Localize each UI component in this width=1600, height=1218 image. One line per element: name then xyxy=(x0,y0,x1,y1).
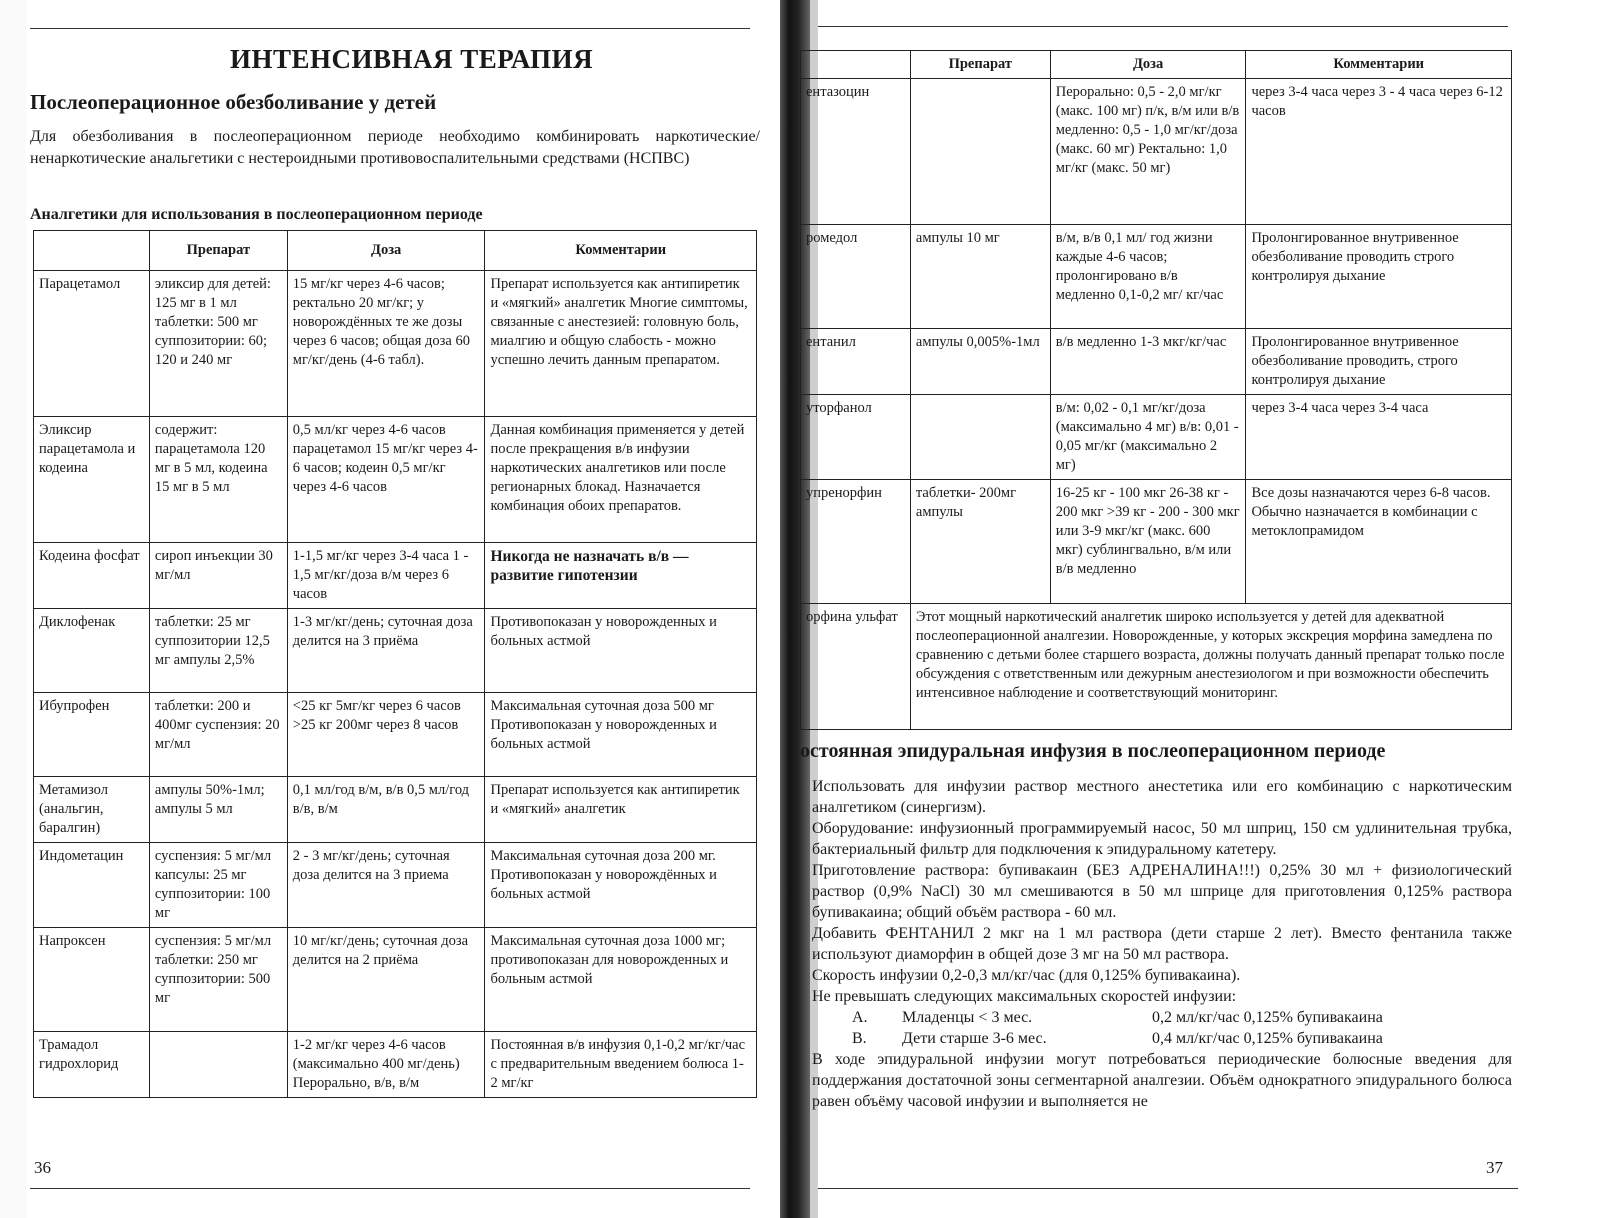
drug-name: Парацетамол xyxy=(34,271,150,417)
header-cell: Препарат xyxy=(910,51,1050,79)
drug-name: Метамизол (анальгин, баралгин) xyxy=(34,777,150,843)
list-group: Дети старше 3-6 мес. xyxy=(902,1030,1047,1047)
drug-comment: Все дозы назначаются через 6-8 часов. Обычно назначается в комбинации с метоклопрамидом xyxy=(1246,480,1512,604)
drug-name: ромедол xyxy=(801,225,911,329)
table-row xyxy=(34,417,757,543)
drug-comment: Препарат используется как антипиретик и «мягкий» аналгетик xyxy=(485,777,757,843)
drug-form: содержит: парацетамола 120 мг в 5 мл, кодеина 15 мг в 5 мл xyxy=(149,417,287,543)
bottom-rule xyxy=(30,1188,750,1189)
table-header-row xyxy=(34,231,757,271)
drug-form xyxy=(149,1032,287,1098)
list-group: Младенцы < 3 мес. xyxy=(902,1009,1033,1026)
page-title: ИНТЕНСИВНАЯ ТЕРАПИЯ xyxy=(230,44,594,74)
epidural-text xyxy=(812,776,1512,1112)
drug-comment: Максимальная суточная доза 500 мг Противопоказан у новорожденных и больных астмой xyxy=(485,693,757,777)
drug-comment: через 3-4 часа через 3-4 часа xyxy=(1246,395,1512,480)
drug-name: Ибупрофен xyxy=(34,693,150,777)
drug-form: ампулы 0,005%-1мл xyxy=(910,329,1050,395)
drug-dose: в/м: 0,02 - 0,1 мг/кг/доза (максимально 4 мг) в/в: 0,01 - 0,05 мг/кг (максимально 2 мг) xyxy=(1050,395,1246,480)
drug-form: эликсир для детей: 125 мг в 1 мл таблетки: 500 мг суппозитории: 60; 120 и 240 мг xyxy=(149,271,287,417)
drug-name: Эликсир парацетамола и кодеина xyxy=(34,417,150,543)
table-row xyxy=(801,79,1512,225)
drug-dose: 2 - 3 мг/кг/день; суточная доза делится на 3 приема xyxy=(287,843,485,928)
paragraph: Приготовление раствора: бупивакаин (БЕЗ АДРЕНАЛИНА!!!) 0,25% 30 мл + физиологический раствор (0,9% NaCl) 30 мл смешиваются в 50 мл шприце для приготовления 0,125% раствора бупивакаина; общий объём раствора - 60 мл. xyxy=(812,862,1512,921)
table-row xyxy=(34,609,757,693)
drug-dose: 1-2 мг/кг через 4-6 часов (максимально 400 мг/день) Перорально, в/в, в/м xyxy=(287,1032,485,1098)
drug-dose: <25 кг 5мг/кг через 6 часов >25 кг 200мг через 8 часов xyxy=(287,693,485,777)
table-row xyxy=(34,543,757,609)
header-cell: Доза xyxy=(1050,51,1246,79)
header-cell: Комментарии xyxy=(485,231,757,271)
table-row xyxy=(801,480,1512,604)
drug-dose: Перорально: 0,5 - 2,0 мг/кг (макс. 100 мг) п/к, в/м или в/в медленно: 0,5 - 1,0 мг/кг/доза (макс. 60 мг) Ректально: 1,0 мг/кг (макс. 50 мг) xyxy=(1050,79,1246,225)
list-item xyxy=(812,1007,1512,1028)
table-row xyxy=(34,777,757,843)
drug-name: Индометацин xyxy=(34,843,150,928)
drug-name: Диклофенак xyxy=(34,609,150,693)
morphine-description: Этот мощный наркотический аналгетик широко используется у детей для адекватной послеоперационной аналгезии. Новорожденные, у которых экскреция морфина замедлена по сравнению с детьми более старшего возраста, должны получать данный препарат только после обсуждения с ответственным или дежурным анестезиологом и при возможности обеспечить интенсивное наблюдение и соответствующий мониторинг. xyxy=(910,604,1511,730)
intro-paragraph: Для обезболивания в послеоперационном периоде необходимо комбинировать наркотические/ненаркотические анальгетики с нестероидными противовоспалительными средствами (НСПВС) xyxy=(30,128,760,167)
drug-name: орфина ульфат xyxy=(801,604,911,730)
drug-form: суспензия: 5 мг/мл капсулы: 25 мг суппозитории: 100 мг xyxy=(149,843,287,928)
list-item xyxy=(812,1028,1512,1049)
header-cell: Препарат xyxy=(149,231,287,271)
drug-form: сироп инъекции 30 мг/мл xyxy=(149,543,287,609)
table-caption: Аналгетики для использования в послеоперационном периоде xyxy=(30,206,483,223)
drug-form xyxy=(910,79,1050,225)
table-row xyxy=(34,928,757,1032)
drug-dose: в/м, в/в 0,1 мл/ год жизни каждые 4-6 часов; пролонгировано в/в медленно 0,1-0,2 мг/ кг/час xyxy=(1050,225,1246,329)
drug-form: ампулы 10 мг xyxy=(910,225,1050,329)
header-cell: Доза xyxy=(287,231,485,271)
drug-form: таблетки- 200мг ампулы xyxy=(910,480,1050,604)
drug-name: уторфанол xyxy=(801,395,911,480)
drug-dose: 15 мг/кг через 4-6 часов; ректально 20 мг/кг; у новорождённых те же дозы через 6 часов; общая доза 60 мг/кг/день (4-6 табл). xyxy=(287,271,485,417)
drug-form xyxy=(910,395,1050,480)
drug-dose: 16-25 кг - 100 мкг 26-38 кг - 200 мкг >39 кг - 200 - 300 мкг или 3-9 мкг/кг (макс. 600 мкг) сублингвально, в/м или в/в медленно xyxy=(1050,480,1246,604)
drug-dose: 0,5 мл/кг через 4-6 часов парацетамол 15 мг/кг через 4-6 часов; кодеин 0,5 мг/кг через 4-6 часов xyxy=(287,417,485,543)
paragraph: Оборудование: инфузионный программируемый насос, 50 мл шприц, 150 см удлинительная трубка, бактериальный фильтр для подключения к эпидуральному катетеру. xyxy=(812,820,1512,858)
drug-comment: Пролонгированное внутривенное обезболивание проводить строго контролируя дыхание xyxy=(1246,225,1512,329)
table-row xyxy=(801,329,1512,395)
drug-comment: Максимальная суточная доза 1000 мг; противопоказан для новорожденных и больным астмой xyxy=(485,928,757,1032)
list-letter: A. xyxy=(852,1009,868,1026)
drug-comment: Данная комбинация применяется у детей после прекращения в/в инфузии наркотических аналгетиков или после регионарных блокад. Назначается комбинация обоих препаратов. xyxy=(485,417,757,543)
bottom-rule xyxy=(818,1188,1518,1189)
left-page xyxy=(0,0,780,1218)
top-rule xyxy=(818,26,1508,27)
list-letter: B. xyxy=(852,1030,867,1047)
drug-name: упренорфин xyxy=(801,480,911,604)
analgesics-table-continued xyxy=(800,50,1512,730)
table-header-row xyxy=(801,51,1512,79)
top-rule xyxy=(30,28,750,29)
drug-name: ентазоцин xyxy=(801,79,911,225)
header-cell: Комментарии xyxy=(1246,51,1512,79)
drug-name: Кодеина фосфат xyxy=(34,543,150,609)
drug-name: Трамадол гидрохлорид xyxy=(34,1032,150,1098)
table-row xyxy=(34,693,757,777)
drug-comment: Постоянная в/в инфузия 0,1-0,2 мг/кг/час с предварительным введением болюса 1-2 мг/кг xyxy=(485,1032,757,1098)
drug-dose: 0,1 мл/год в/м, в/в 0,5 мл/год в/в, в/м xyxy=(287,777,485,843)
drug-dose: 1-3 мг/кг/день; суточная доза делится на 3 приёма xyxy=(287,609,485,693)
table-row xyxy=(34,271,757,417)
drug-dose: 1-1,5 мг/кг через 3-4 часа 1 - 1,5 мг/кг/доза в/м через 6 часов xyxy=(287,543,485,609)
paragraph: Не превышать следующих максимальных скоростей инфузии: xyxy=(812,988,1237,1005)
drug-comment: Пролонгированное внутривенное обезболивание проводить, строго контролируя дыхание xyxy=(1246,329,1512,395)
section-title: остоянная эпидуральная инфузия в послеоперационном периоде xyxy=(800,740,1386,762)
header-cell xyxy=(801,51,911,79)
list-rate: 0,2 мл/кг/час 0,125% бупивакаина xyxy=(1152,1009,1383,1026)
warning-comment: Никогда не назначать в/в — развитие гипотензии xyxy=(485,543,757,609)
list-rate: 0,4 мл/кг/час 0,125% бупивакаина xyxy=(1152,1030,1383,1047)
page-number: 37 xyxy=(1486,1158,1503,1177)
analgesics-table xyxy=(33,230,757,1098)
table-row xyxy=(34,1032,757,1098)
paragraph: Добавить ФЕНТАНИЛ 2 мкг на 1 мл раствора (дети старше 2 лет). Вместо фентанила также используют диаморфин в общей дозе 3 мг на 50 мл раствора. xyxy=(812,925,1512,963)
page-number: 36 xyxy=(34,1158,51,1177)
header-cell xyxy=(34,231,150,271)
table-row xyxy=(801,395,1512,480)
drug-comment: Противопоказан у новорожденных и больных астмой xyxy=(485,609,757,693)
drug-form: таблетки: 25 мг суппозитории 12,5 мг ампулы 2,5% xyxy=(149,609,287,693)
section-subtitle: Послеоперационное обезболивание у детей xyxy=(30,90,437,114)
drug-dose: 10 мг/кг/день; суточная доза делится на 2 приёма xyxy=(287,928,485,1032)
drug-form: суспензия: 5 мг/мл таблетки: 250 мг суппозитории: 500 мг xyxy=(149,928,287,1032)
table-row xyxy=(801,604,1512,730)
table-row xyxy=(34,843,757,928)
drug-name: Напроксен xyxy=(34,928,150,1032)
table-row xyxy=(801,225,1512,329)
drug-name: ентанил xyxy=(801,329,911,395)
paragraph: В ходе эпидуральной инфузии могут потребоваться периодические болюсные введения для поддержания достаточной зоны сегментарной аналгезии. Объём однократного эпидурального болюса равен объёму часовой инфузии и выполняется не xyxy=(812,1051,1512,1110)
drug-comment: Препарат используется как антипиретик и «мягкий» аналгетик Многие симптомы, связанные с анестезией: головную боль, миалгию и общую слабость - можно успешно лечить данным препаратом. xyxy=(485,271,757,417)
drug-form: таблетки: 200 и 400мг суспензия: 20 мг/мл xyxy=(149,693,287,777)
drug-comment: Максимальная суточная доза 200 мг. Противопоказан у новорождённых и больных астмой xyxy=(485,843,757,928)
paragraph: Скорость инфузии 0,2-0,3 мл/кг/час (для 0,125% бупивакаина). xyxy=(812,967,1241,984)
drug-form: ампулы 50%-1мл; ампулы 5 мл xyxy=(149,777,287,843)
drug-comment: через 3-4 часа через 3 - 4 часа через 6-12 часов xyxy=(1246,79,1512,225)
drug-dose: в/в медленно 1-3 мкг/кг/час xyxy=(1050,329,1246,395)
paragraph: Использовать для инфузии раствор местного анестетика или его комбинацию с наркотическим аналгетиком (синергизм). xyxy=(812,778,1512,816)
